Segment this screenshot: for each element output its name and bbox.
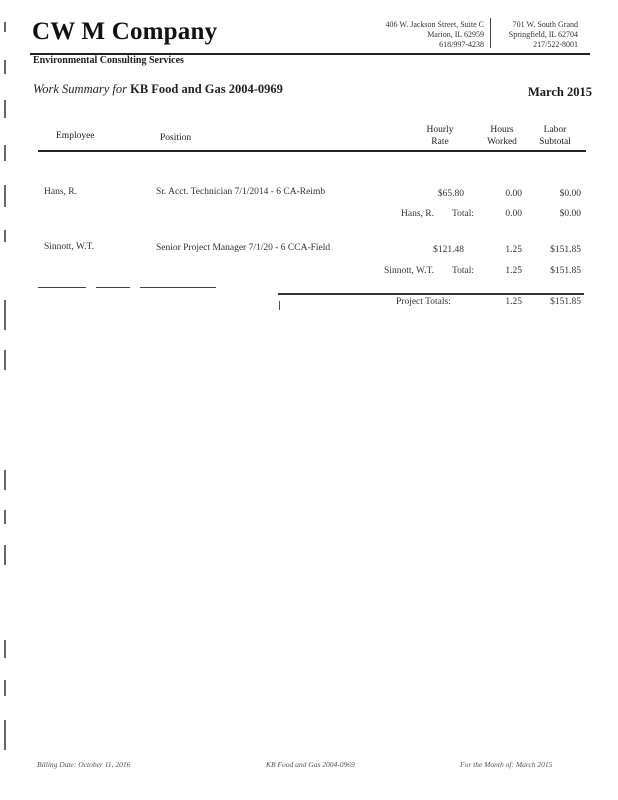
column-header-labor-subtotal <box>530 124 580 148</box>
footer-billing-date: Billing Date: October 11, 2016 <box>37 760 131 769</box>
employee-total-label: Total: <box>452 266 475 276</box>
scan-edge-mark <box>4 145 6 161</box>
address-line: 618/997-4238 <box>439 40 484 49</box>
employee-total-label: Total: <box>452 209 475 219</box>
company-tagline: Environmental Consulting Services <box>33 55 184 66</box>
row-rate: $65.80 <box>437 189 464 199</box>
scan-edge-mark <box>4 350 6 370</box>
employee-total-name: Hans, R. <box>401 209 434 219</box>
row-employee: Sinnott, W.T. <box>44 242 94 252</box>
office-address-marion <box>360 20 484 50</box>
employee-total-hours: 0.00 <box>505 209 522 219</box>
scan-edge-mark <box>4 230 6 242</box>
scan-edge-mark <box>4 545 6 565</box>
row-position: Sr. Acct. Technician 7/1/2014 - 6 CA-Reimb <box>156 187 326 197</box>
scan-edge-mark <box>4 680 6 696</box>
row-hours: 0.00 <box>505 189 522 199</box>
employee-total-hours: 1.25 <box>505 266 522 276</box>
address-line: 406 W. Jackson Street, Suite C <box>385 20 484 29</box>
scan-edge-mark <box>4 510 6 524</box>
report-title-prefix: Work Summary for <box>33 82 127 96</box>
column-header-employee: Employee <box>56 131 95 141</box>
address-line: 217/522-8001 <box>533 40 578 49</box>
column-header-line: Subtotal <box>539 137 571 147</box>
scan-edge-mark <box>4 185 6 207</box>
column-rule <box>38 287 86 288</box>
column-header-hours-worked <box>482 124 522 148</box>
scan-edge-mark <box>4 22 6 32</box>
employee-total-amount: $0.00 <box>559 209 581 219</box>
project-totals-hours: 1.25 <box>505 297 522 307</box>
scan-tick-mark <box>279 301 280 310</box>
row-position: Senior Project Manager 7/1/20 - 6 CCA-Field <box>156 243 331 253</box>
scan-edge-mark <box>4 640 6 658</box>
address-line: 701 W. South Grand <box>512 20 578 29</box>
project-totals-amount: $151.85 <box>550 297 581 307</box>
footer-project: KB Food and Gas 2004-0969 <box>266 760 355 769</box>
column-header-line: Labor <box>543 125 567 135</box>
row-subtotal: $0.00 <box>559 189 581 199</box>
office-address-springfield <box>496 20 578 50</box>
row-hours: 1.25 <box>505 245 522 255</box>
row-rate: $121.48 <box>433 245 464 255</box>
column-rule <box>96 287 130 288</box>
report-period: March 2015 <box>528 85 592 99</box>
report-title <box>33 82 283 97</box>
address-line: Marion, IL 62959 <box>427 30 484 39</box>
employee-total-name: Sinnott, W.T. <box>384 266 434 276</box>
header-underline <box>38 150 586 152</box>
scan-edge-mark <box>4 300 6 330</box>
column-header-line: Hours <box>490 125 514 135</box>
address-divider <box>490 18 491 48</box>
address-line: Springfield, IL 62704 <box>508 30 578 39</box>
row-employee: Hans, R. <box>44 187 77 197</box>
footer-month: For the Month of: March 2015 <box>460 760 553 769</box>
column-header-line: Worked <box>487 137 517 147</box>
report-title-subject: KB Food and Gas 2004-0969 <box>130 82 283 96</box>
scan-edge-mark <box>4 720 6 750</box>
column-header-position: Position <box>160 133 192 143</box>
column-rule <box>140 287 216 288</box>
employee-total-amount: $151.85 <box>550 266 581 276</box>
project-totals-label: Project Totals: <box>396 297 451 307</box>
company-name: CW M Company <box>32 18 218 45</box>
scan-edge-mark <box>4 470 6 490</box>
scan-edge-mark <box>4 60 6 74</box>
project-totals-rule <box>278 293 584 295</box>
row-subtotal: $151.85 <box>550 245 581 255</box>
column-header-line: Rate <box>431 137 449 147</box>
column-header-line: Hourly <box>426 125 454 135</box>
scan-edge-mark <box>4 100 6 118</box>
column-header-hourly-rate <box>418 124 462 148</box>
